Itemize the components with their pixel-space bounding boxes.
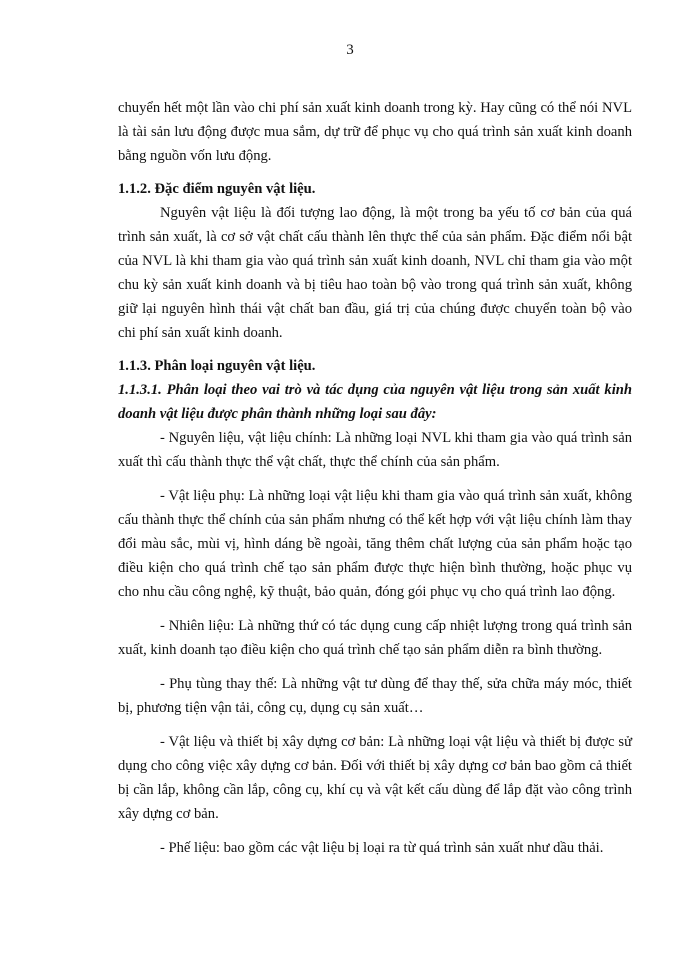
section-heading-1-1-3: 1.1.3. Phân loại nguyên vật liệu. [118, 358, 316, 374]
paragraph-continuation: chuyển hết một lần vào chi phí sản xuất kinh doanh trong kỳ. Hay cũng có thể nói NVL là tài sản lưu động được mua sắm, dự trữ để phục vụ cho quá trình sản xuất kinh doanh bằng nguồn vốn lưu động. [118, 100, 632, 164]
subsection-heading-1-1-3-1: 1.1.3.1. Phân loại theo vai trò và tác dụng của nguyên vật liệu trong sản xuất kinh doanh vật liệu được phân thành những loại sau đây: [118, 382, 632, 422]
page-number: 3 [346, 42, 354, 58]
page-content [118, 96, 632, 860]
list-item-main-materials: - Nguyên liệu, vật liệu chính: Là những loại NVL khi tham gia vào quá trình sản xuất thì cấu thành thực thể vật chất, thực thể chính của sản phẩm. [118, 430, 632, 470]
paragraph-characteristics: Nguyên vật liệu là đối tượng lao động, là một trong ba yếu tố cơ bản của quá trình sản xuất, là cơ sở vật chất cấu thành lên thực thể của sản phẩm. Đặc điểm nổi bật của NVL là khi tham gia vào quá trình sản xuất kinh doanh, NVL chỉ tham gia vào một chu kỳ sản xuất kinh doanh và bị tiêu hao toàn bộ vào trong quá trình sản xuất, không giữ lại nguyên hình thái vật chất ban đầu, giá trị của chúng được chuyển toàn bộ vào chi phí sản xuất kinh doanh. [118, 205, 632, 341]
list-item-fuel: - Nhiên liệu: Là những thứ có tác dụng cung cấp nhiệt lượng trong quá trình sản xuất, kinh doanh tạo điều kiện cho quá trình chế tạo sản phẩm diễn ra bình thường. [118, 618, 632, 658]
list-item-spare-parts: - Phụ tùng thay thế: Là những vật tư dùng để thay thế, sửa chữa máy móc, thiết bị, phương tiện vận tải, công cụ, dụng cụ sản xuất… [118, 676, 632, 716]
section-heading-1-1-2: 1.1.2. Đặc điểm nguyên vật liệu. [118, 181, 316, 197]
list-item-construction-materials: - Vật liệu và thiết bị xây dựng cơ bản: Là những loại vật liệu và thiết bị được sử dụng cho công việc xây dựng cơ bản. Đối với thiết bị xây dựng cơ bản bao gồm cả thiết bị cần lắp, không cần lắp, công cụ, khí cụ và vật kết cấu dùng để lắp đặt vào công trình xây dựng cơ bản. [118, 734, 632, 822]
list-item-auxiliary-materials: - Vật liệu phụ: Là những loại vật liệu khi tham gia vào quá trình sản xuất, không cấu thành thực thể chính của sản phẩm nhưng có thể kết hợp với vật liệu chính làm thay đổi màu sắc, mùi vị, hình dáng bề ngoài, tăng thêm chất lượng của sản phẩm hoặc tạo điều kiện cho quá trình chế tạo sản phẩm được thực hiện bình thường, hoặc phục vụ cho nhu cầu công nghệ, kỹ thuật, bảo quản, đóng gói phục vụ cho quá trình lao động. [118, 488, 632, 600]
list-item-scrap: - Phế liệu: bao gồm các vật liệu bị loại ra từ quá trình sản xuất như dầu thải. [160, 840, 604, 856]
